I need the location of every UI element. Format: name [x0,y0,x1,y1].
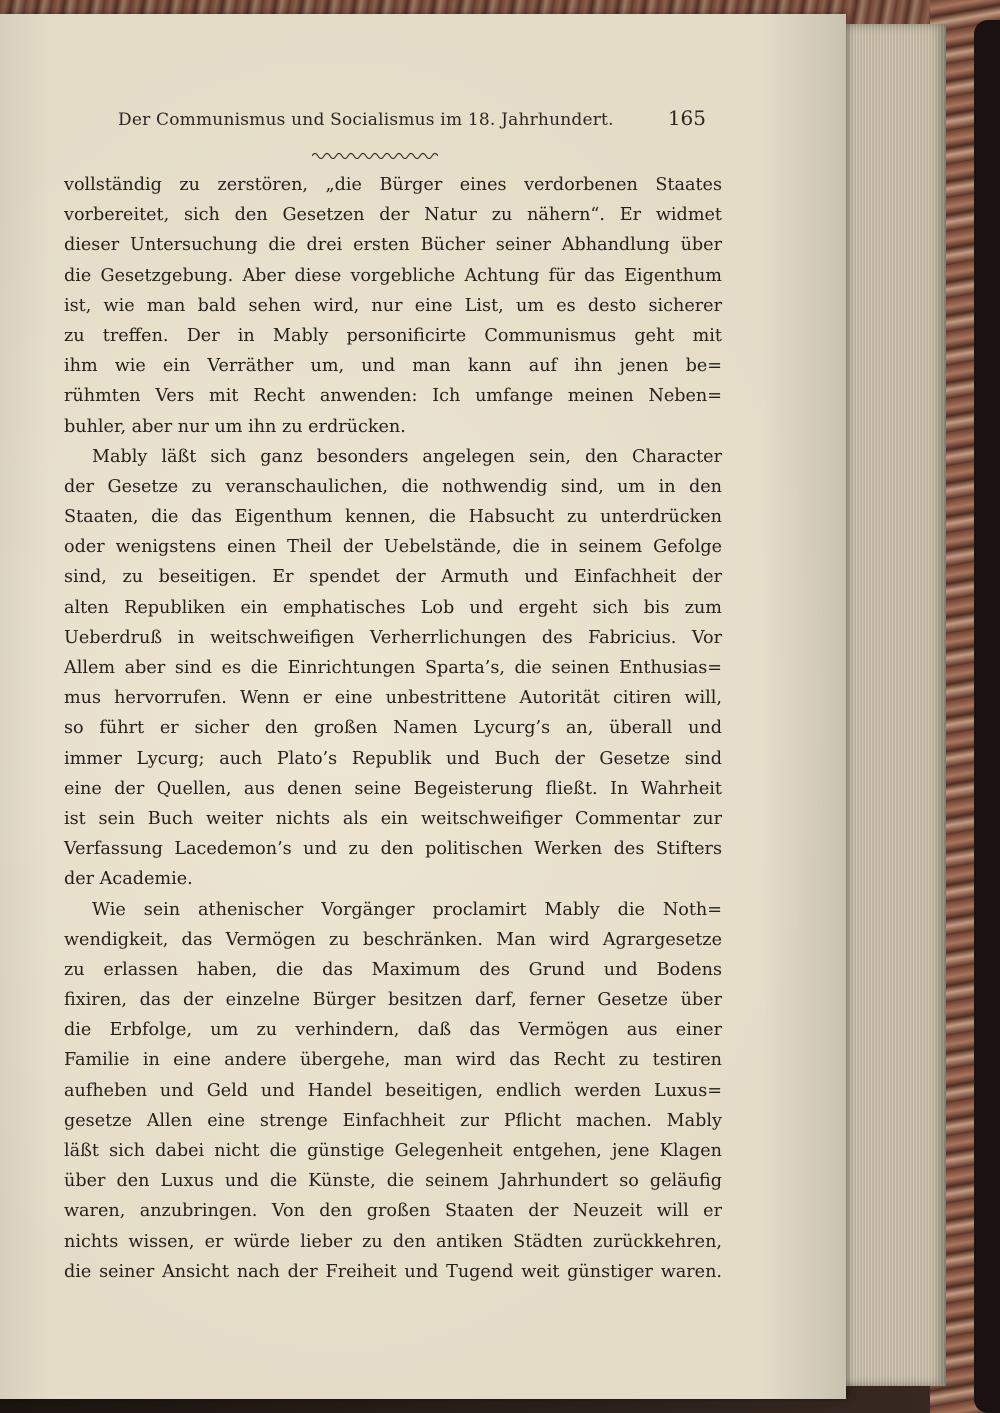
page-number: 165 [667,106,706,130]
text-line: Ueberdruß in weitschweifigen Verherrlichungen des Fabricius. Vor [64,627,722,648]
text-line: ist sein Buch weiter nichts als ein weitschweifiger Commentar zur [64,808,722,829]
text-line: gesetze Allen eine strenge Einfachheit zur Pflicht machen. Mably [64,1110,722,1131]
text-line: ihm wie ein Verräther um, und man kann auf ihn jenen be= [64,356,722,377]
text-line: die Erbfolge, um zu verhindern, daß das Vermögen aus einer [64,1020,722,1041]
text-line: buhler, aber nur um ihn zu erdrücken. [64,416,406,437]
text-line: läßt sich dabei nicht die günstige Gelegenheit entgehen, jene Klagen [64,1141,722,1161]
paragraph-start-line: Wie sein athenischer Vorgänger proclamirt Mably die Noth= [92,899,722,920]
text-line: alten Republiken ein emphatisches Lob und ergeht sich bis zum [64,597,722,618]
text-line: waren, anzubringen. Von den großen Staaten der Neuzeit will er [64,1201,722,1222]
text-line: fixiren, das der einzelne Bürger besitzen darf, ferner Gesetze über [64,990,722,1011]
text-line: wendigkeit, das Vermögen zu beschränken. Man wird Agrargesetze [64,929,722,950]
body-text [64,170,722,1287]
text-line: der Academie. [64,869,193,890]
text-line: zu erlassen haben, die das Maximum des Grund und Bodens [64,959,722,980]
text-line: dieser Untersuchung die drei ersten Bücher seiner Abhandlung über [64,235,722,256]
text-line: Staaten, die das Eigenthum kennen, die Habsucht zu unterdrücken [64,507,722,528]
page-header [118,104,706,140]
text-line: vollständig zu zerstören, „die Bürger eines verdorbenen Staates [64,175,722,195]
text-line: ist, wie man bald sehen wird, nur eine List, um es desto sicherer [64,295,722,316]
text-line: sind, zu beseitigen. Er spendet der Armuth und Einfachheit der [64,567,722,588]
page-edges [838,24,946,1386]
text-line: aufheben und Geld und Handel beseitigen, endlich werden Luxus= [64,1080,722,1101]
text-line: oder wenigstens einen Theil der Uebelstände, die in seinem Gefolge [64,537,722,558]
text-line: nichts wissen, er würde lieber zu den antiken Städten zurückkehren, [64,1231,722,1252]
paragraph-start-line: Mably läßt sich ganz besonders angelegen sein, den Character [92,446,722,467]
wavy-rule-ornament [312,150,438,162]
text-line: Allem aber sind es die Einrichtungen Sparta’s, die seinen Enthusias= [64,658,722,678]
text-line: Familie in eine andere übergehe, man wird das Recht zu testiren [64,1050,722,1071]
text-line: die seiner Ansicht nach der Freiheit und Tugend weit günstiger waren. [64,1261,722,1282]
text-line: über den Luxus und die Künste, die seinem Jahrhundert so geläufig [64,1171,722,1192]
text-line: eine der Quellen, aus denen seine Begeisterung fließt. In Wahrheit [64,778,722,799]
text-line: Verfassung Lacedemon’s und zu den politischen Werken des Stifters [64,839,722,860]
text-line: rühmten Vers mit Recht anwenden: Ich umfange meinen Neben= [64,386,722,407]
running-head: Der Communismus und Socialismus im 18. Jahrhundert. [118,110,614,130]
text-line: immer Lycurg; auch Plato’s Republik und Buch der Gesetze sind [64,748,722,769]
text-line: mus hervorrufen. Wenn er eine unbestrittene Autorität citiren will, [64,688,722,709]
text-line: vorbereitet, sich den Gesetzen der Natur zu nähern“. Er widmet [64,205,722,226]
text-line: so führt er sicher den großen Namen Lycurg’s an, überall und [64,718,722,739]
book-cover-spine-shadow [974,20,1000,1413]
text-line: die Gesetzgebung. Aber diese vorgebliche Achtung für das Eigenthum [64,265,722,286]
text-line: zu treffen. Der in Mably personificirte Communismus geht mit [64,325,722,346]
text-line: der Gesetze zu veranschaulichen, die nothwendig sind, um in den [64,476,722,497]
